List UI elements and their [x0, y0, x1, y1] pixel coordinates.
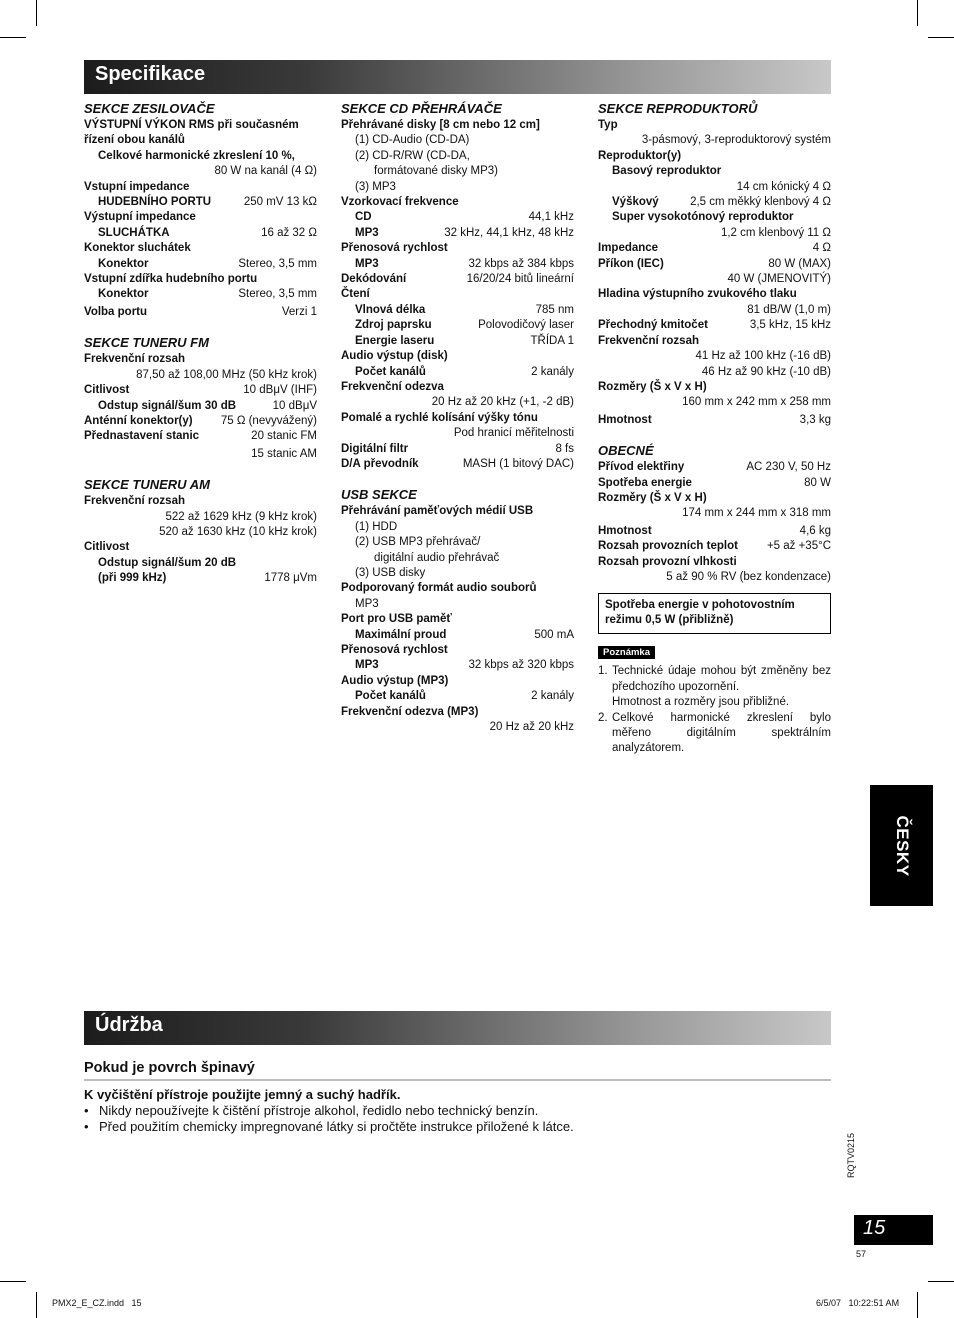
spec-value: 16/20/24 bitů lineární: [466, 273, 574, 286]
spec-label: Frekvenční rozsah: [598, 334, 699, 347]
spec-value: 174 mm x 244 mm x 318 mm: [682, 507, 831, 520]
spec-label: Přenosová rychlost: [341, 644, 448, 656]
spec-value: 500 mA: [534, 628, 574, 641]
spec-label: Zdroj paprsku: [355, 319, 432, 332]
spec-label: Rozsah provozních teplot: [598, 540, 738, 553]
bullet-text: Nikdy nepoužívejte k čištění přístroje alkohol, ředidlo nebo technický benzín.: [99, 1103, 539, 1118]
spec-value: Polovodičový laser: [478, 319, 574, 332]
bullet-text: Před použitím chemicky impregnované látky si pročtěte instrukce přiložené k látce.: [99, 1119, 574, 1134]
crop-mark: [0, 1281, 26, 1282]
spec-value: 46 Hz až 90 kHz (-10 dB): [701, 365, 831, 378]
spec-label: SLUCHÁTKA: [98, 226, 170, 239]
spec-label: Port pro USB paměť: [341, 613, 452, 626]
spec-value: 4,6 kg: [799, 524, 831, 537]
spec-value: (2) CD-R/RW (CD-DA,: [355, 149, 470, 162]
spec-label: Citlivost: [84, 384, 130, 397]
spec-value: 80 W na kanál (4 Ω): [214, 165, 317, 178]
spec-label: Anténní konektor(y): [84, 414, 193, 427]
note-text: Celkové harmonické zkreslení bylo měřeno digitálním spektrálním analyzátorem.: [612, 711, 831, 755]
spec-label: řízení obou kanálů: [84, 134, 185, 147]
spec-value: (2) USB MP3 přehrávač/: [355, 536, 481, 549]
spec-value: (3) MP3: [355, 180, 396, 193]
section-heading: SEKCE TUNERU AM: [84, 477, 210, 493]
spec-value: 10 dBμV: [272, 399, 317, 412]
spec-label: Rozměry (Š x V x H): [598, 491, 707, 504]
document-code: RQTV0215: [846, 1132, 856, 1178]
spec-value: 32 kbps až 320 kbps: [468, 659, 574, 672]
spec-label: Rozměry (Š x V x H): [598, 380, 707, 393]
spec-value: 75 Ω (nevyvážený): [220, 414, 317, 427]
spec-label: Odstup signál/šum 30 dB: [98, 399, 237, 412]
spec-value: 4 Ω: [812, 242, 831, 255]
spec-value: Pod hranicí měřitelnosti: [453, 427, 574, 440]
spec-label: Energie laseru: [355, 334, 435, 347]
spec-value: 80 W (MAX): [768, 257, 831, 270]
spec-value: 32 kbps až 384 kbps: [468, 257, 574, 270]
spec-label: Konektor sluchátek: [84, 242, 191, 255]
spec-label: VÝSTUPNÍ VÝKON RMS při současném: [84, 119, 299, 131]
spec-label: Frekvenční odezva (MP3): [341, 705, 479, 718]
spec-label: Počet kanálů: [355, 690, 426, 703]
specs-column-1: [84, 101, 317, 587]
notes-block: [598, 645, 831, 757]
crop-mark: [917, 1292, 918, 1318]
spec-label: Audio výstup (disk): [341, 350, 448, 363]
spec-label: MP3: [355, 257, 379, 270]
section-heading: USB SEKCE: [341, 487, 417, 503]
spec-value: Verzi 1: [281, 305, 317, 318]
note-item: [598, 664, 831, 710]
bullet-icon: •: [84, 1103, 89, 1118]
note-tag: Poznámka: [598, 646, 655, 659]
spec-value: 87,50 až 108,00 MHz (50 kHz krok): [136, 368, 317, 381]
crop-mark: [0, 37, 26, 38]
spec-label: Vstupní zdířka hudebního portu: [84, 273, 258, 286]
spec-label: Super vysokotónový reproduktor: [612, 211, 794, 224]
spec-value: +5 až +35°C: [766, 540, 831, 553]
spec-value: 522 až 1629 kHz (9 kHz krok): [165, 510, 317, 523]
spec-label: Přehrávání paměťových médií USB: [341, 505, 534, 518]
page-number-box: [854, 1215, 933, 1245]
spec-value: 44,1 kHz: [528, 211, 574, 224]
bullet-icon: •: [84, 1119, 89, 1134]
spec-label: Výstupní impedance: [84, 211, 196, 224]
crop-mark: [928, 37, 954, 38]
spec-label: Přechodný kmitočet: [598, 319, 708, 332]
spec-label: Počet kanálů: [355, 365, 426, 378]
spec-label: Audio výstup (MP3): [341, 674, 449, 687]
language-tab: [870, 785, 933, 906]
spec-label: Citlivost: [84, 541, 130, 554]
spec-value: 20 Hz až 20 kHz (+1, -2 dB): [431, 396, 574, 409]
spec-label: Hmotnost: [598, 413, 652, 426]
spec-label: Digitální filtr: [341, 442, 409, 455]
spec-label: Vlnová délka: [355, 303, 426, 316]
section-banner-specs: [84, 60, 831, 94]
section-heading: SEKCE CD PŘEHRÁVAČE: [341, 101, 502, 116]
spec-value: AC 230 V, 50 Hz: [746, 461, 831, 474]
spec-label: Konektor: [98, 288, 149, 301]
spec-value: 3-pásmový, 3-reproduktorový systém: [641, 134, 831, 147]
spec-value: 14 cm kónický 4 Ω: [736, 180, 831, 193]
spec-value: 250 mV 13 kΩ: [243, 196, 317, 209]
spec-value: 16 až 32 Ω: [261, 226, 317, 239]
spec-label: Volba portu: [84, 305, 148, 318]
spec-label: Vstupní impedance: [84, 180, 190, 193]
spec-label: Vzorkovací frekvence: [341, 196, 459, 209]
spec-label: Konektor: [98, 257, 149, 270]
spec-label: Hmotnost: [598, 524, 652, 537]
section-heading: SEKCE ZESILOVAČE: [84, 101, 215, 116]
spec-value: formátované disky MP3): [374, 165, 498, 178]
spec-value: 160 mm x 242 mm x 258 mm: [682, 396, 831, 409]
spec-label: Basový reproduktor: [612, 165, 722, 178]
spec-label: Typ: [598, 119, 618, 131]
spec-label: MP3: [355, 659, 379, 672]
spec-label: Celkové harmonické zkreslení 10 %,: [98, 149, 295, 162]
language-tab-label: ČESKY: [892, 814, 912, 877]
spec-value: Stereo, 3,5 mm: [238, 288, 317, 301]
bullet-item: [84, 1119, 831, 1135]
section-title: Údržba: [95, 1014, 163, 1036]
spec-value: MASH (1 bitový DAC): [462, 457, 574, 470]
spec-value: digitální audio přehrávač: [374, 551, 500, 564]
spec-value: 1,2 cm klenbový 11 Ω: [720, 226, 831, 239]
section-heading: OBECNÉ: [598, 443, 654, 459]
spec-label: Pomalé a rychlé kolísání výšky tónu: [341, 411, 538, 424]
section-heading: SEKCE REPRODUKTORŮ: [598, 101, 758, 116]
page-title: Specifikace: [95, 63, 206, 85]
spec-value: 520 až 1630 kHz (10 kHz krok): [159, 525, 317, 538]
page-small-number: 57: [856, 1249, 867, 1259]
spec-label: (při 999 kHz): [98, 572, 167, 585]
spec-label: Frekvenční rozsah: [84, 353, 185, 366]
bullet-item: [84, 1103, 831, 1119]
spec-label: Přívod elektřiny: [598, 461, 685, 474]
specs-column-3: [598, 101, 831, 585]
crop-mark: [928, 1281, 954, 1282]
maintenance-subheading: Pokud je povrch špinavý: [84, 1060, 831, 1081]
spec-value: 32 kHz, 44,1 kHz, 48 kHz: [444, 226, 574, 239]
standby-power-box: Spotřeba energie v pohotovostním režimu 0,5 W (přibližně): [598, 593, 831, 634]
spec-label: Podporovaný formát audio souborů: [341, 582, 537, 595]
spec-label: Frekvenční odezva: [341, 380, 444, 393]
crop-mark: [36, 0, 37, 26]
specs-column-2: [341, 101, 574, 735]
spec-label: Přednastavení stanic: [84, 430, 200, 443]
maintenance-text: [84, 1087, 831, 1135]
spec-label: Přehrávané disky [8 cm nebo 12 cm]: [341, 119, 540, 131]
spec-label: Přenosová rychlost: [341, 242, 448, 255]
spec-label: Spotřeba energie: [598, 476, 692, 489]
page-number: 15: [863, 1217, 886, 1239]
spec-label: Impedance: [598, 242, 659, 255]
spec-value: MP3: [355, 597, 379, 610]
spec-value: 20 Hz až 20 kHz: [489, 721, 574, 734]
spec-label: Maximální proud: [355, 628, 447, 641]
note-text: Technické údaje mohou být změněny bez předchozího upozornění.: [612, 665, 831, 693]
note-item: [598, 711, 831, 757]
spec-value: 8 fs: [555, 442, 574, 455]
crop-mark: [36, 1292, 37, 1318]
spec-value: Stereo, 3,5 mm: [238, 257, 317, 270]
footer-right: 6/5/07 10:22:51 AM: [816, 1298, 900, 1308]
spec-label: MP3: [355, 226, 379, 239]
spec-label: CD: [355, 211, 372, 224]
spec-label: Frekvenční rozsah: [84, 495, 185, 508]
section-banner-maintenance: [84, 1011, 831, 1045]
spec-value: (3) USB disky: [355, 566, 426, 579]
spec-value: 2,5 cm měkký klenbový 4 Ω: [690, 196, 831, 209]
section-heading: SEKCE TUNERU FM: [84, 335, 209, 351]
spec-value: TŘÍDA 1: [530, 334, 574, 347]
crop-mark: [917, 0, 918, 26]
note-text: Hmotnost a rozměry jsou přibližné.: [612, 696, 790, 709]
footer-left: PMX2_E_CZ.indd 15: [52, 1298, 142, 1308]
note-number: 1.: [598, 665, 608, 678]
spec-value: 40 W (JMENOVITÝ): [727, 273, 831, 286]
spec-value: 80 W: [804, 476, 831, 489]
spec-value: 1778 μVm: [264, 572, 317, 585]
spec-value: 2 kanály: [531, 690, 574, 703]
spec-label: Čtení: [341, 288, 370, 301]
spec-value: 20 stanic FM: [251, 430, 317, 443]
maintenance-bold-line: K vyčištění přístroje použijte jemný a suchý hadřík.: [84, 1087, 401, 1102]
spec-label: D/A převodník: [341, 457, 419, 470]
spec-value: 785 nm: [535, 303, 574, 316]
spec-label: Odstup signál/šum 20 dB: [98, 556, 237, 569]
note-number: 2.: [598, 711, 608, 724]
spec-value: 81 dB/W (1,0 m): [747, 303, 831, 316]
spec-label: Příkon (IEC): [598, 257, 664, 270]
spec-label: Rozsah provozní vlhkosti: [598, 555, 737, 568]
spec-value: 41 Hz až 100 kHz (-16 dB): [695, 350, 831, 363]
spec-label: HUDEBNÍHO PORTU: [98, 196, 212, 209]
spec-value: 15 stanic AM: [251, 447, 317, 460]
spec-label: Hladina výstupního zvukového tlaku: [598, 288, 797, 301]
spec-value: 2 kanály: [531, 365, 574, 378]
spec-value: 10 dBμV (IHF): [243, 384, 317, 397]
spec-value: (1) CD-Audio (CD-DA): [355, 134, 470, 147]
spec-value: 3,5 kHz, 15 kHz: [749, 319, 831, 332]
spec-label: Reproduktor(y): [598, 149, 682, 162]
spec-value: (1) HDD: [355, 520, 398, 533]
spec-label: Dekódování: [341, 273, 407, 286]
spec-value: 5 až 90 % RV (bez kondenzace): [666, 570, 831, 583]
spec-label: Výškový: [612, 196, 659, 209]
spec-value: 3,3 kg: [799, 413, 831, 426]
